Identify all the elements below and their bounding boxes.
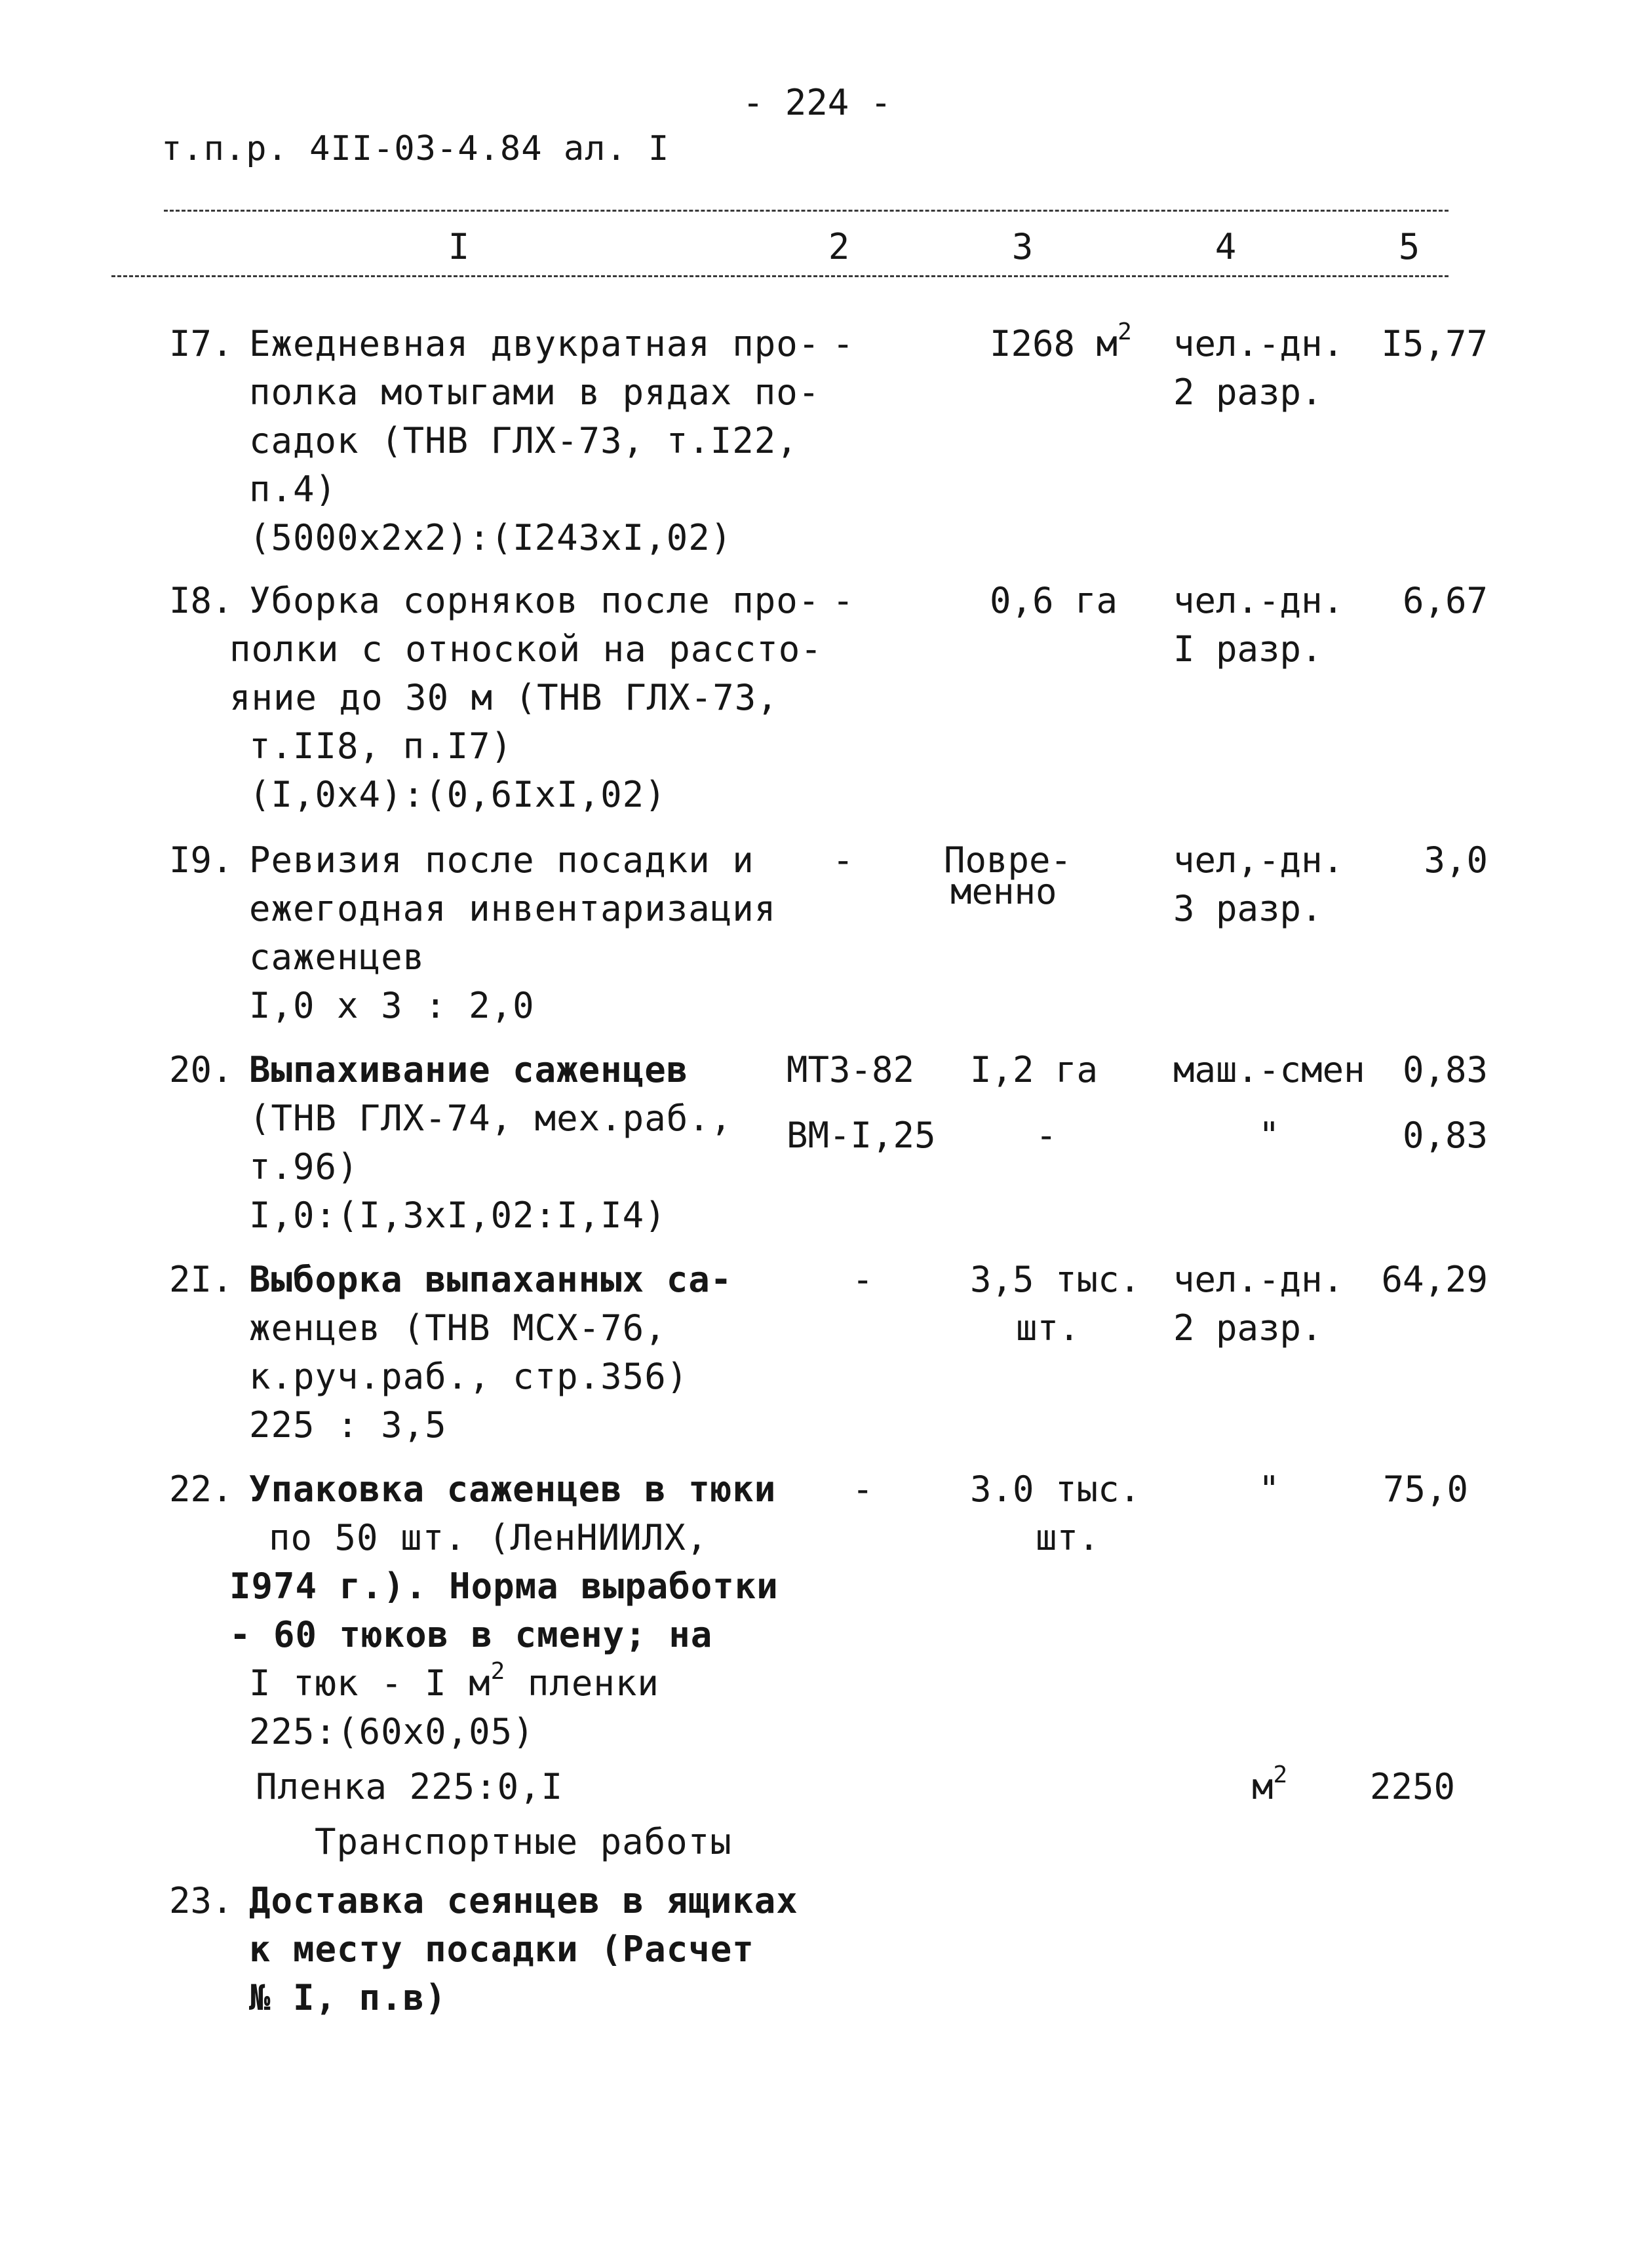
row-description-line: женцев (ТНВ МСХ-76, <box>249 1307 667 1349</box>
row-description-line: I,0:(I,3хI,02:I,I4) <box>249 1195 667 1236</box>
cell-col4: маш.-смен <box>1173 1049 1365 1090</box>
cell-col4: 3 разр. <box>1173 888 1323 929</box>
table-header-rule <box>111 275 1449 277</box>
row-description-line: Пленка 225:0,I <box>256 1766 564 1807</box>
row-number: 22. <box>169 1469 233 1510</box>
row-description-line: саженцев <box>249 936 425 978</box>
cell-col3: шт. <box>1016 1307 1080 1349</box>
row-description-line: Доставка сеянцев в ящиках <box>249 1880 798 1921</box>
cell-col5: I5,77 <box>1381 323 1488 364</box>
row-description-line: I974 г.). Норма выработки <box>229 1566 779 1607</box>
row-description-line: Упаковка саженцев в тюки <box>249 1469 777 1510</box>
cell-col5: 6,67 <box>1402 580 1488 621</box>
row-description-line: п.4) <box>249 469 338 510</box>
row-number: I7. <box>169 323 233 364</box>
cell-col4: 2 разр. <box>1173 1307 1323 1349</box>
cell-col3: менно <box>950 871 1057 912</box>
row-description-line: - 60 тюков в смену; на <box>229 1614 713 1655</box>
column-header-2: 2 <box>828 226 850 267</box>
row-number: I9. <box>169 839 233 881</box>
cell-col5: 2250 <box>1369 1766 1455 1807</box>
row-description-line: к месту посадки (Расчет <box>249 1929 754 1970</box>
cell-col3: Повре- <box>944 839 1072 881</box>
row-description-line: 225:(60х0,05) <box>249 1711 535 1752</box>
column-header-3: 3 <box>1011 226 1034 267</box>
table-top-rule <box>164 210 1449 212</box>
superscript: 2 <box>1118 318 1132 345</box>
cell-col3-value: I268 м <box>990 323 1118 364</box>
cell-col5: 3,0 <box>1424 839 1488 881</box>
cell-col5: 75,0 <box>1382 1469 1468 1510</box>
cell-col4-unit: м <box>1252 1766 1274 1807</box>
row-description-line: т.96) <box>249 1146 359 1187</box>
cell-col4: чел,-дн. <box>1173 839 1344 881</box>
column-header-5: 5 <box>1398 226 1420 267</box>
cell-col4 <box>1252 1763 1287 1811</box>
row-description-line: т.II8, п.I7) <box>249 725 513 767</box>
row-number: 2I. <box>169 1259 233 1300</box>
row-description-text: пленки <box>527 1663 659 1704</box>
superscript: 2 <box>1273 1761 1288 1788</box>
row-description-line: Уборка сорняков после про- <box>249 580 821 621</box>
row-description-line: полка мотыгами в рядах по- <box>249 372 821 413</box>
row-description-line: Транспортные работы <box>315 1821 732 1862</box>
cell-col4: чел.-дн. <box>1173 323 1344 364</box>
row-description-line: по 50 шт. (ЛенНИИЛХ, <box>269 1517 709 1558</box>
column-header-4: 4 <box>1215 226 1237 267</box>
row-number: I8. <box>169 580 233 621</box>
cell-col4: " <box>1258 1115 1280 1156</box>
cell-col3: 3,5 тыс. <box>970 1259 1141 1300</box>
row-description-line: полки с отноской на рассто- <box>229 628 823 670</box>
row-description-line: (I,0х4):(0,6IхI,02) <box>249 774 667 815</box>
row-description-line: Выборка выпаханных са- <box>249 1259 733 1300</box>
superscript: 2 <box>490 1658 506 1685</box>
row-description-line: I,0 х 3 : 2,0 <box>249 985 535 1026</box>
cell-col2: - <box>832 580 854 621</box>
cell-col2: ВМ-I,25 <box>787 1115 936 1156</box>
row-number: 20. <box>169 1049 233 1090</box>
row-description-line: Ежедневная двукратная про- <box>249 323 821 364</box>
cell-col2: - <box>852 1259 874 1300</box>
cell-col2: - <box>832 839 854 881</box>
cell-col4: чел.-дн. <box>1173 580 1344 621</box>
row-description-line: 225 : 3,5 <box>249 1404 447 1446</box>
row-description-line: (ТНВ ГЛХ-74, мех.раб., <box>249 1098 733 1139</box>
cell-col4: " <box>1258 1469 1280 1510</box>
cell-col5: 64,29 <box>1381 1259 1488 1300</box>
cell-col3: I,2 га <box>970 1049 1099 1090</box>
row-description-text: I тюк - I м <box>249 1663 491 1704</box>
cell-col4: I разр. <box>1173 628 1323 670</box>
row-description-line: № I, п.в) <box>249 1977 447 2018</box>
document-reference: т.п.р. 4II-03-4.84 ал. I <box>161 129 670 168</box>
row-description-line: яние до 30 м (ТНВ ГЛХ-73, <box>229 677 779 718</box>
cell-col3 <box>990 320 1132 368</box>
row-description-line: к.руч.раб., стр.356) <box>249 1356 689 1397</box>
column-header-1: I <box>448 226 470 267</box>
row-description-line <box>249 1659 659 1708</box>
cell-col3: - <box>1036 1115 1057 1156</box>
page-number: - 224 - <box>742 82 892 123</box>
cell-col2: МТЗ-82 <box>787 1049 915 1090</box>
row-description-line: Ревизия после посадки и <box>249 839 754 881</box>
cell-col4: чел.-дн. <box>1173 1259 1344 1300</box>
cell-col5: 0,83 <box>1402 1115 1488 1156</box>
row-description-line: Выпахивание саженцев <box>249 1049 689 1090</box>
cell-col2: - <box>852 1469 874 1510</box>
cell-col4: 2 разр. <box>1173 372 1323 413</box>
cell-col3: шт. <box>1036 1517 1100 1558</box>
cell-col3: 0,6 га <box>990 580 1118 621</box>
cell-col2: - <box>832 323 854 364</box>
cell-col5: 0,83 <box>1402 1049 1488 1090</box>
row-description-line: ежегодная инвентаризация <box>249 888 777 929</box>
row-description-line: (5000х2х2):(I243хI,02) <box>249 517 733 558</box>
row-description-line: садок (ТНВ ГЛХ-73, т.I22, <box>249 420 798 461</box>
row-number: 23. <box>169 1880 233 1921</box>
cell-col3: 3.0 тыс. <box>970 1469 1141 1510</box>
